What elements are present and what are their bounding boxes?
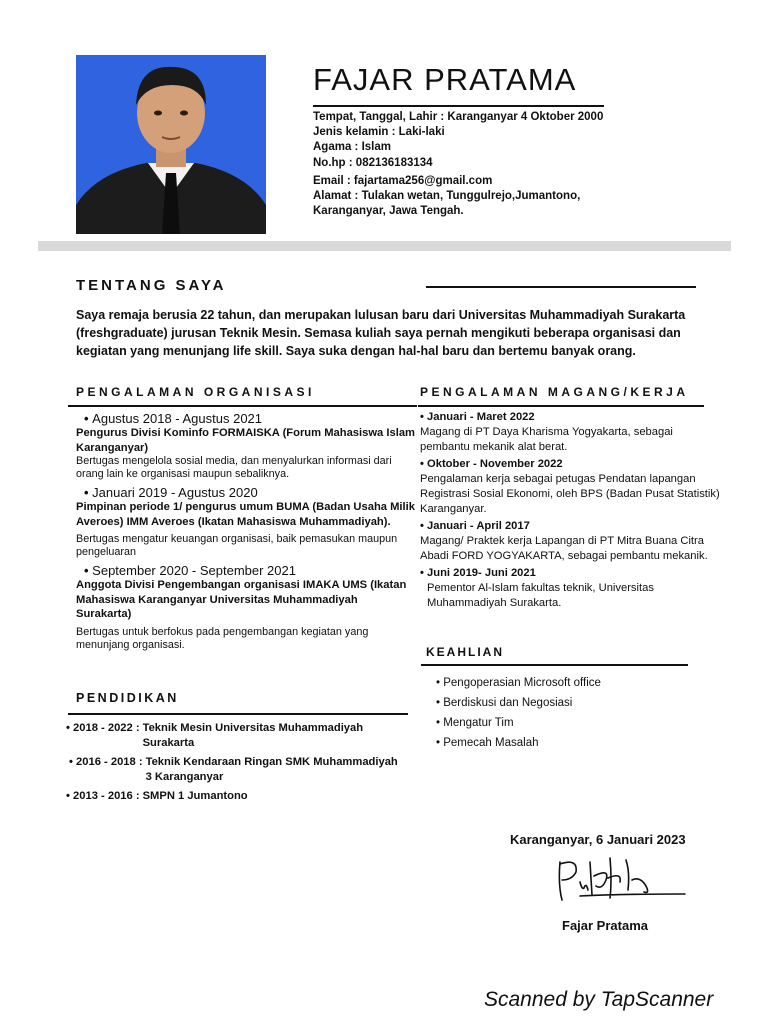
bullet-icon: • — [436, 717, 444, 729]
skill-item: • Pemecah Masalah — [436, 737, 539, 749]
person-portrait-icon — [76, 55, 266, 234]
organization-item — [76, 563, 416, 652]
bullet-icon: • — [84, 411, 93, 426]
place-date: Karanganyar, 6 Januari 2023 — [510, 832, 686, 847]
education-item — [69, 755, 446, 785]
education-years: • 2018 - 2022 : — [66, 722, 140, 734]
header-divider-band — [38, 241, 731, 251]
education-item — [66, 721, 446, 751]
work-desc: Pementor Al-Islam fakultas teknik, Universitas Muhammadiyah Surakarta. — [427, 582, 654, 609]
organization-item — [76, 485, 416, 559]
work-item — [420, 410, 720, 455]
about-divider — [426, 286, 696, 288]
skills-divider — [421, 664, 688, 666]
education-divider — [68, 713, 408, 715]
bullet-icon: • — [84, 563, 93, 578]
education-institution: Teknik Mesin Universitas Muhammadiyah Surakarta — [142, 722, 364, 749]
work-title: PENGALAMAN MAGANG/KERJA — [420, 385, 689, 399]
email-info: Email : fajartama256@gmail.com — [313, 174, 493, 187]
bullet-icon: • — [420, 520, 428, 532]
organization-date: September 2020 - September 2021 — [92, 563, 296, 578]
candidate-name: FAJAR PRATAMA — [313, 62, 577, 97]
work-item — [420, 457, 720, 517]
contact-info — [313, 110, 693, 219]
skill-item: • Berdiskusi dan Negosiasi — [436, 697, 573, 709]
organization-role: Pengurus Divisi Kominfo FORMAISKA (Forum Mahasiswa Islam Karanganyar) — [76, 427, 415, 454]
work-divider — [418, 405, 704, 407]
signature-icon — [550, 850, 690, 910]
organization-list — [76, 411, 416, 656]
organization-desc: Bertugas mengelola sosial media, dan menyalurkan informasi dari orang lain ke organisasi maupun sebaliknya. — [76, 455, 392, 480]
bullet-icon: • — [420, 567, 428, 579]
work-list — [420, 410, 720, 613]
signer-name: Fajar Pratama — [562, 918, 648, 933]
signature-image — [550, 850, 690, 910]
address-line-2: Karanganyar, Jawa Tengah. — [313, 205, 464, 218]
education-title: PENDIDIKAN — [76, 691, 179, 705]
skill-item: • Mengatur Tim — [436, 717, 514, 729]
bullet-icon: • — [84, 485, 93, 500]
skills-title: KEAHLIAN — [426, 645, 504, 659]
organization-date: Januari 2019 - Agustus 2020 — [92, 485, 258, 500]
work-item — [420, 519, 720, 564]
education-institution: SMPN 1 Jumantono — [142, 790, 248, 802]
work-desc: Magang di PT Daya Kharisma Yogyakarta, sebagai pembantu mekanik alat berat. — [420, 426, 673, 453]
bullet-icon: • — [436, 677, 444, 689]
organization-desc: Bertugas untuk berfokus pada pengembangan kegiatan yang menunjang organisasi. — [76, 625, 369, 651]
work-item — [420, 566, 720, 611]
religion-info: Agama : Islam — [313, 141, 391, 154]
organization-role: Pimpinan periode 1/ pengurus umum BUMA (Badan Usaha Milik Averoes) IMM Averoes (Ikatan Mahasiswa Muhammadiyah). — [76, 501, 415, 528]
bullet-icon: • — [436, 697, 444, 709]
work-desc: Pengalaman kerja sebagai petugas Pendatan lapangan Registrasi Sosial Ekonomi, oleh BPS (Badan Pusat Statistik) Karanganyar. — [420, 473, 720, 515]
organization-title: PENGALAMAN ORGANISASI — [76, 385, 315, 399]
work-desc: Magang/ Praktek kerja Lapangan di PT Mitra Buana Citra Abadi FORD YOGYAKARTA, sebagai pembantu mekanik. — [420, 535, 708, 562]
work-date: Januari - Maret 2022 — [427, 411, 535, 423]
education-years: • 2016 - 2018 : — [69, 756, 143, 768]
bullet-icon: • — [420, 458, 428, 470]
about-text: Saya remaja berusia 22 tahun, dan merupakan lulusan baru dari Universitas Muhammadiyah Surakarta (freshgraduate) jurusan Teknik Mesin. Semasa kuliah saya pernah mengikuti beberapa organisasi dan kegiatan yang menunjang life skill. Saya suka dengan hal-hal baru dan bertemu banyak orang. — [76, 308, 686, 358]
name-divider — [313, 105, 604, 107]
work-date: Juni 2019- Juni 2021 — [427, 567, 536, 579]
skill-item: • Pengoperasian Microsoft office — [436, 677, 601, 689]
address-line-1: Alamat : Tulakan wetan, Tunggulrejo,Jumantono, — [313, 190, 581, 203]
bullet-icon: • — [436, 737, 444, 749]
birth-info: Tempat, Tanggal, Lahir : Karanganyar 4 Oktober 2000 — [313, 111, 604, 123]
phone-info: No.hp : 082136183134 — [313, 156, 433, 169]
organization-divider — [68, 405, 417, 407]
education-institution: Teknik Kendaraan Ringan SMK Muhammadiyah 3 Karanganyar — [145, 756, 398, 783]
gender-info: Jenis kelamin : Laki-laki — [313, 126, 445, 139]
organization-date: Agustus 2018 - Agustus 2021 — [92, 411, 263, 426]
skills-list — [436, 673, 601, 753]
about-title: TENTANG SAYA — [76, 277, 227, 294]
education-list — [66, 721, 446, 808]
work-date: Januari - April 2017 — [427, 520, 530, 532]
education-years: • 2013 - 2016 : — [66, 790, 140, 802]
organization-role: Anggota Divisi Pengembangan organisasi IMAKA UMS (Ikatan Mahasiswa Karanganyar Universitas Muhammadiyah Surakarta) — [76, 579, 407, 620]
scanner-watermark: Scanned by TapScanner — [484, 988, 714, 1011]
organization-desc: Bertugas mengatur keuangan organisasi, baik pemasukan maupun pengeluaran — [76, 533, 398, 558]
organization-item — [76, 411, 416, 481]
education-item — [66, 789, 446, 804]
profile-photo — [76, 55, 266, 234]
work-date: Oktober - November 2022 — [427, 458, 563, 470]
bullet-icon: • — [420, 411, 428, 423]
